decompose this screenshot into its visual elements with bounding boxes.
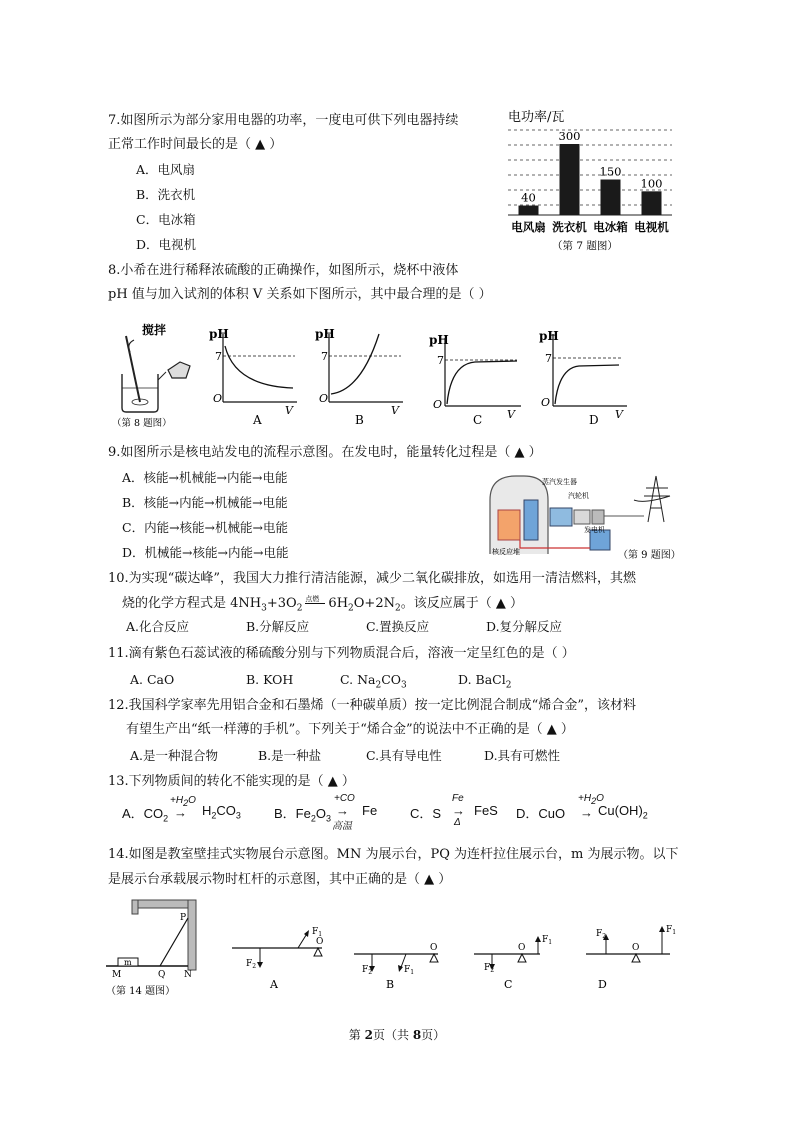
q10-option-b: B.分解反应 [246,619,310,634]
condition-ignite: 点燃 [305,595,320,603]
q8-beaker-figure [110,318,200,430]
svg-text:蒸汽发生器: 蒸汽发生器 [542,478,577,486]
svg-text:F2: $F_2$ [484,963,495,974]
q8-graph-a [209,327,297,427]
q7-stem-line1: 7.如图所示为部分家用电器的功率，一度电可供下列电器持续 [108,113,459,128]
q12-option-d: D.具有可燃性 [484,748,561,763]
chart-value-label: 40 [521,190,536,205]
q9-stem: 9.如图所示是核电站发电的流程示意图。在发电时，能量转化过程是（ ▲ ） [108,445,542,460]
svg-text:发电机: 发电机 [584,526,605,534]
lever-a-label: A [270,978,278,991]
page-total: 8 [412,1028,422,1042]
chart-category-label: 洗衣机 [552,220,587,234]
q8-ph-graphs [205,322,645,430]
q11-option-a: A. CaO [130,672,175,687]
page-number: 2 [364,1028,373,1042]
q8-stem-line1: 8.小希在进行稀释浓硫酸的正确操作，如图所示，烧杯中液体 [108,263,459,278]
q14-option-a-figure [232,927,323,991]
chart-category-label: 电视机 [634,220,669,234]
q10-option-d: D.复分解反应 [486,619,563,634]
svg-text:O: O [213,392,223,405]
svg-text:F2: $F_2$ [362,965,373,976]
q12-option-b: B.是一种盐 [258,748,322,763]
graph-d-label: D [589,413,599,427]
q11-option-b: B. KOH [246,672,294,687]
q13-option-b: B．$Fe_2O_3$ [274,806,331,824]
svg-text:F1: $F_1$ [542,935,553,946]
svg-text:O: O [319,392,329,405]
q11-option-c: C. $Na_2CO_3$ [340,672,407,691]
q14-stem-line2: 是展示台承载展示物时杠杆的示意图，其中正确的是（ ▲ ） [108,872,452,887]
chart-value-label: 300 [558,129,581,143]
stir-label: 搅拌 [142,323,167,337]
chart-bar [560,144,580,215]
svg-text:F2: $F_2$ [596,929,607,940]
q14-option-d-figure [586,925,676,991]
q11-option-d: D. BaCl$_2$ [458,672,512,691]
lever-b-label: B [386,978,395,991]
svg-text:O: O [632,943,640,953]
q7-power-bar-chart [500,104,680,260]
q10-option-a: A.化合反应 [126,619,190,634]
svg-text:F1: $F_1$ [312,927,323,938]
svg-text:V: V [285,404,293,417]
svg-text:7: 7 [215,350,222,363]
graph-a-label: A [253,413,262,427]
q7-option-b: B．洗衣机 [136,187,196,202]
q7-stem-line2: 正常工作时间最长的是（ ▲ ） [108,137,283,152]
q12-stem-line2: 有望生产出“纸一样薄的手机”。下列关于“烯合金”的说法中不正确的是（ ▲ ） [126,722,574,737]
svg-text:F2: $F_2$ [246,959,257,970]
svg-text:7: 7 [437,354,444,367]
stirring-rod [126,336,140,402]
svg-text:F1: $F_1$ [404,965,415,976]
chart-value-label: 100 [640,176,663,191]
svg-text:M: M [112,970,122,980]
q8-graph-d [539,329,627,427]
q14-option-c-figure [474,935,552,991]
q9-caption: （第 9 题图） [618,550,681,561]
chart-bar [519,206,539,215]
q14-lever-figures [100,892,677,1004]
svg-text:O: O [316,937,324,947]
q8-caption: （第 8 题图） [112,418,172,429]
q9-option-c: C．内能→核能→机械能→电能 [122,520,288,535]
svg-text:O: O [541,396,551,409]
q8-stem-line2: pH 值与加入试剂的体积 V 关系如下图所示，其中最合理的是（ ） [108,287,492,302]
q12-stem-line1: 12.我国科学家率先用铝合金和石墨烯（一种碳单质）按一定比例混合制成“烯合金”，该材料 [108,698,636,713]
svg-text:F1: $F_1$ [666,925,677,936]
q14-wall-display [106,900,196,997]
chart-bar [642,191,662,215]
svg-text:O: O [433,398,443,411]
svg-text:V: V [391,404,399,417]
q10-stem-line2: 烧的化学方程式是 $4NH_3+3O_2$ 点燃 $6H_2O+2N_2$。该反应属于（ ▲ ） [122,595,523,618]
svg-text:Q: Q [158,970,166,980]
svg-text:7: 7 [321,350,328,363]
svg-text:P: P [180,913,187,923]
q7-option-c: C．电冰箱 [136,212,196,227]
svg-text:汽轮机: 汽轮机 [568,492,589,500]
chart-bar [601,180,621,216]
q13-option-a: A．$CO_2$ [122,806,169,824]
q13-stem: 13.下列物质间的转化不能实现的是（ ▲ ） [108,774,355,789]
q10-stem-line1: 10.为实现“碳达峰”，我国大力推行清洁能源，减少二氧化碳排放，如选用一清洁燃料，其燃 [108,571,636,586]
svg-text:O: O [518,943,526,953]
chart-value-label: 150 [599,164,622,179]
svg-text:O: O [430,943,438,953]
svg-text:N: N [184,970,192,980]
q12-option-a: A.是一种混合物 [130,748,219,763]
lever-c-label: C [504,978,513,991]
svg-text:7: 7 [545,352,552,365]
svg-text:核反应堆: 核反应堆 [492,548,520,556]
q11-stem: 11.滴有紫色石蕊试液的稀硫酸分别与下列物质混合后，溶液一定呈红色的是（ ） [108,646,575,661]
chart-category-label: 电冰箱 [593,220,628,234]
q13-option-d: D．CuO [516,806,566,821]
q7-caption: （第 7 题图） [552,240,618,252]
q14-option-b-figure [354,943,438,991]
svg-text:m: m [124,958,132,967]
beaker [122,374,158,412]
q14-caption: （第 14 题图） [106,986,176,997]
svg-text:pH: pH [539,329,559,343]
q12-option-c: C.具有导电性 [366,748,442,763]
q9-option-d: D．机械能→核能→内能→电能 [122,545,289,560]
svg-text:pH: pH [209,327,229,341]
svg-text:V: V [615,408,623,421]
q9-option-b: B．核能→内能→机械能→电能 [122,495,288,510]
q13-options: A．$CO_2$ $+H_2O$ → $H_2CO_3$ B．$Fe_2O_3$ +CO → 高温 Fe C．S Fe → Δ FeS D．CuO $+H_2O$ → $Cu(OH)_2$ [122,793,648,832]
q9-option-a: A．核能→机械能→内能→电能 [122,470,288,485]
svg-text:pH: pH [315,327,335,341]
q9-nuclear-plant-figure [484,470,684,562]
q7-option-d: D．电视机 [136,237,197,252]
q8-graph-b [315,327,403,427]
page-footer: 第 2页（共 8页） [348,1028,446,1042]
q14-stem-line1: 14.如图是教室壁挂式实物展台示意图。MN 为展示台，PQ 为连杆拉住展示台，m 为展示物。以下 [108,847,679,862]
svg-text:pH: pH [429,333,449,347]
q10-option-c: C.置换反应 [366,619,430,634]
svg-text:V: V [507,408,515,421]
lever-d-label: D [598,978,607,991]
q8-graph-c [429,333,521,427]
chart-title: 电功率/瓦 [508,110,565,125]
generator-block [592,510,604,524]
graph-c-label: C [473,413,483,427]
chart-category-label: 电风扇 [511,220,546,234]
power-tower-icon [634,476,670,522]
q13-option-c: C．S [410,806,442,821]
q7-option-a: A．电风扇 [136,162,196,177]
stir-arrow-icon [129,340,134,352]
graph-b-label: B [355,413,364,427]
reagent-bottle [168,362,190,378]
